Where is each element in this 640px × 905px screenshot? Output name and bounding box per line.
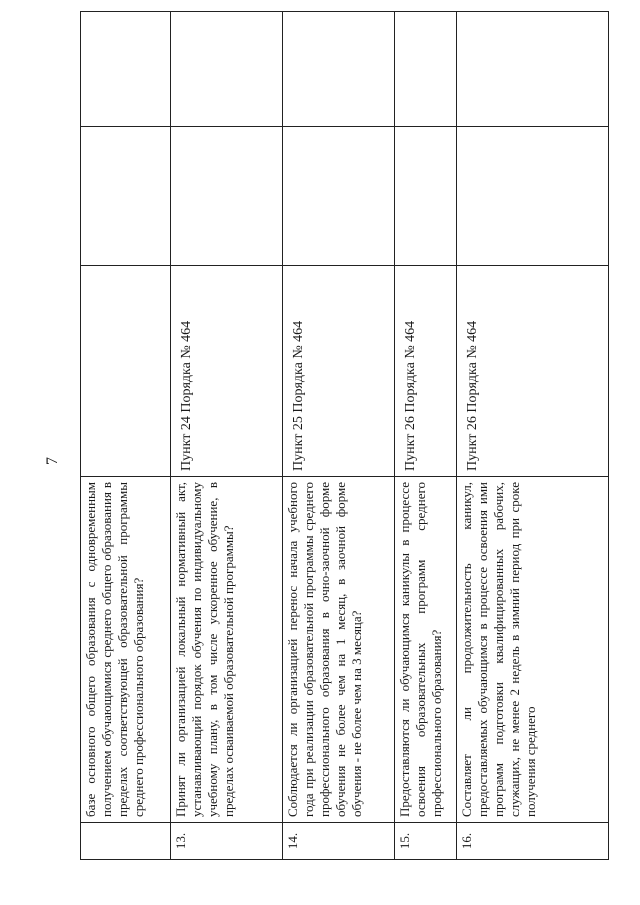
reference-cell: Пункт 25 Порядка № 464 (283, 266, 395, 477)
table-row (283, 12, 395, 860)
table-row (457, 12, 609, 860)
reference-cell: Пункт 26 Порядка № 464 (457, 266, 609, 477)
row-number: 14. (283, 823, 395, 860)
row-number: 13. (171, 823, 283, 860)
page-number: 7 (44, 457, 61, 465)
empty-cell (81, 127, 171, 266)
empty-cell (283, 127, 395, 266)
empty-cell (395, 12, 457, 127)
question-cell: Предоставляются ли обучающимся каникулы в процессе освоения образовательных программ среднего профессионального образования? (395, 477, 457, 823)
empty-cell (171, 127, 283, 266)
empty-cell (283, 12, 395, 127)
empty-cell (457, 127, 609, 266)
checklist-table (80, 11, 609, 860)
table-row (395, 12, 457, 860)
reference-cell: Пункт 24 Порядка № 464 (171, 266, 283, 477)
table-row (171, 12, 283, 860)
question-cell: Составляет ли продолжительность каникул, предоставляемых обучающимся в процессе освоения ими программ подготовки квалифицированных рабочих, служащих, не менее 2 недель в зимний период при сроке получения среднего (457, 477, 609, 823)
question-cell: Соблюдается ли организацией перенос начала учебного года при реализации образовательной программы среднего профессионального образования в очно-заочной форме обучения не более чем на 1 месяц, в заочной форме обучения - не более чем на 3 месяца? (283, 477, 395, 823)
question-cell: Принят ли организацией локальный нормативный акт, устанавливающий порядок обучения по индивидуальному учебному плану, в том числе ускоренное обучение, в пределах осваиваемой образовательной программы? (171, 477, 283, 823)
question-cell: базе основного общего образования с одновременным получением обучающимися среднего общего образования в пределах соответствующей образовательной программы среднего профессионального образования? (81, 477, 171, 823)
empty-cell (457, 12, 609, 127)
row-number (81, 823, 171, 860)
checklist-table-container (80, 65, 608, 860)
reference-cell (81, 266, 171, 477)
empty-cell (171, 12, 283, 127)
row-number: 15. (395, 823, 457, 860)
table-row (81, 12, 171, 860)
empty-cell (81, 12, 171, 127)
row-number: 16. (457, 823, 609, 860)
reference-cell: Пункт 26 Порядка № 464 (395, 266, 457, 477)
empty-cell (395, 127, 457, 266)
